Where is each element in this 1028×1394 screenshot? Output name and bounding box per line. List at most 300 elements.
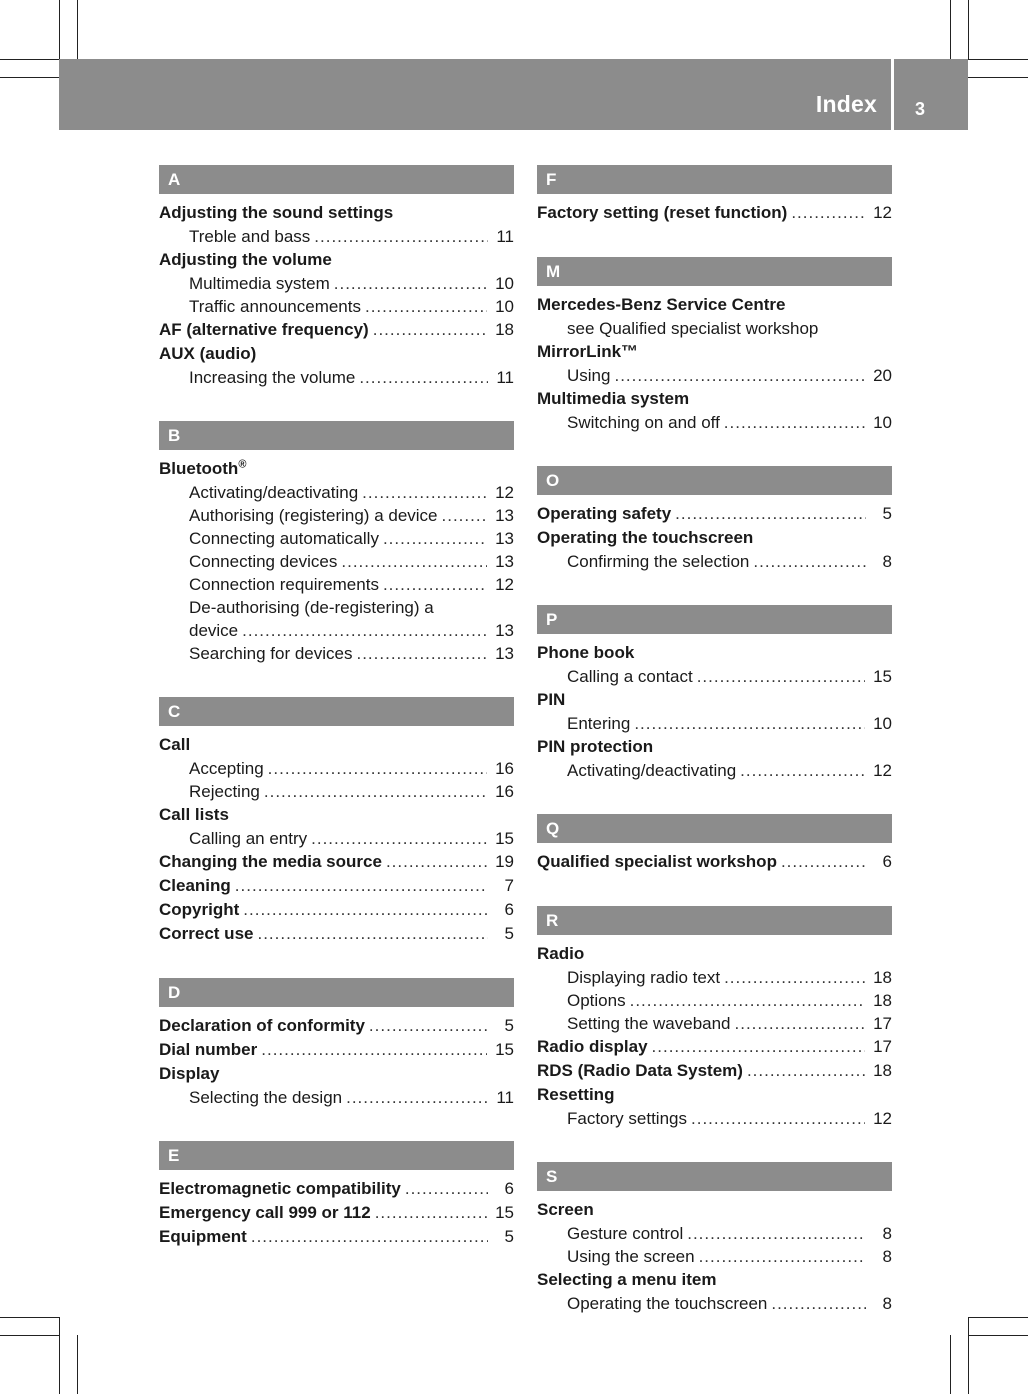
dot-leader bbox=[747, 1059, 865, 1083]
index-entry bbox=[159, 248, 514, 272]
index-subentry bbox=[159, 619, 514, 642]
index-subentry bbox=[159, 1086, 514, 1109]
index-subentry bbox=[159, 272, 514, 295]
entry-label bbox=[537, 735, 653, 759]
entry-label bbox=[537, 293, 786, 317]
entry-label bbox=[159, 318, 369, 342]
entry-label bbox=[159, 898, 239, 922]
entry-label bbox=[537, 688, 565, 712]
index-subentry bbox=[537, 411, 892, 434]
page-reference: 6 bbox=[504, 900, 514, 919]
index-column-left bbox=[159, 165, 514, 1281]
page-reference: 19 bbox=[495, 852, 514, 871]
page-reference: 5 bbox=[882, 504, 892, 523]
index-entry bbox=[537, 502, 892, 526]
entry-label bbox=[189, 481, 358, 504]
section-letter-heading: A bbox=[159, 165, 514, 194]
page-reference: 13 bbox=[495, 506, 514, 525]
dot-leader bbox=[791, 201, 865, 225]
index-subentry bbox=[159, 366, 514, 389]
index-subentry bbox=[537, 989, 892, 1012]
dot-leader bbox=[691, 1107, 865, 1130]
entry-text: AUX (audio) bbox=[159, 344, 257, 363]
entry-text: Dial number bbox=[159, 1040, 258, 1059]
index-entry bbox=[159, 874, 514, 898]
index-section bbox=[537, 165, 892, 225]
dot-leader bbox=[362, 481, 487, 504]
entry-text: Entering bbox=[567, 714, 631, 733]
index-entry bbox=[159, 1062, 514, 1086]
index-subentry bbox=[537, 966, 892, 989]
entry-text: Accepting bbox=[189, 759, 264, 778]
dot-leader bbox=[442, 504, 488, 527]
page-reference: 15 bbox=[495, 829, 514, 848]
page-reference: 12 bbox=[495, 483, 514, 502]
entry-text: see Qualified specialist workshop bbox=[567, 319, 819, 338]
entry-label bbox=[537, 387, 689, 411]
page-reference: 12 bbox=[495, 575, 514, 594]
index-entry bbox=[159, 850, 514, 874]
entry-label bbox=[567, 1245, 695, 1268]
entry-text: Factory settings bbox=[567, 1109, 687, 1128]
dot-leader bbox=[346, 1086, 488, 1109]
dot-leader bbox=[735, 1012, 866, 1035]
page-reference: 16 bbox=[495, 782, 514, 801]
dot-leader bbox=[268, 757, 487, 780]
dot-leader bbox=[235, 874, 488, 898]
entry-label bbox=[567, 1107, 687, 1130]
dot-leader bbox=[365, 295, 487, 318]
page-reference: 15 bbox=[495, 1040, 514, 1059]
page-reference: 10 bbox=[495, 274, 514, 293]
entry-text: Activating/deactivating bbox=[189, 483, 359, 502]
page-reference: 11 bbox=[496, 227, 514, 246]
entry-label bbox=[159, 457, 246, 481]
dot-leader bbox=[369, 1014, 488, 1038]
entry-text: De-authorising (de-registering) a bbox=[189, 598, 434, 617]
entry-text: Cleaning bbox=[159, 876, 231, 895]
entry-label bbox=[159, 1014, 365, 1038]
entry-label bbox=[537, 1035, 648, 1059]
entry-text: Operating safety bbox=[537, 504, 672, 523]
entry-text: Electromagnetic compatibility bbox=[159, 1179, 401, 1198]
index-subentry bbox=[159, 504, 514, 527]
entry-text: Connecting automatically bbox=[189, 529, 379, 548]
index-section bbox=[537, 257, 892, 434]
index-entry bbox=[159, 201, 514, 225]
index-subentry bbox=[537, 1107, 892, 1130]
dot-leader bbox=[383, 573, 487, 596]
section-letter-heading: R bbox=[537, 906, 892, 935]
entry-text: Radio display bbox=[537, 1037, 648, 1056]
entry-text: Displaying radio text bbox=[567, 968, 721, 987]
index-section bbox=[159, 421, 514, 665]
crop-mark bbox=[0, 59, 59, 60]
page-reference: 7 bbox=[504, 876, 514, 895]
section-letter-heading: E bbox=[159, 1141, 514, 1170]
entry-text: Adjusting the sound settings bbox=[159, 203, 394, 222]
page-reference: 5 bbox=[504, 1227, 514, 1246]
index-section bbox=[537, 466, 892, 573]
page-reference: 13 bbox=[495, 644, 514, 663]
section-letter-heading: F bbox=[537, 165, 892, 194]
entry-text: Switching on and off bbox=[567, 413, 720, 432]
entry-label bbox=[159, 342, 256, 366]
index-entry bbox=[537, 387, 892, 411]
page-reference: 18 bbox=[873, 968, 892, 987]
page-reference: 8 bbox=[882, 1294, 892, 1313]
page-reference: 10 bbox=[495, 297, 514, 316]
entry-text: Using the screen bbox=[567, 1247, 695, 1266]
dot-leader bbox=[630, 989, 865, 1012]
entry-label bbox=[537, 502, 671, 526]
entry-text: Confirming the selection bbox=[567, 552, 750, 571]
index-subentry bbox=[537, 1292, 892, 1315]
index-subentry bbox=[537, 1245, 892, 1268]
index-entry bbox=[537, 850, 892, 874]
index-entry bbox=[537, 340, 892, 364]
dot-leader bbox=[781, 850, 866, 874]
index-section bbox=[159, 978, 514, 1109]
crop-mark bbox=[77, 0, 78, 59]
crop-mark bbox=[0, 1335, 59, 1336]
dot-leader bbox=[724, 411, 865, 434]
section-letter-heading: D bbox=[159, 978, 514, 1007]
entry-text: device bbox=[189, 621, 239, 640]
index-section bbox=[159, 1141, 514, 1249]
page-number: 3 bbox=[915, 99, 926, 119]
entry-text: Selecting the design bbox=[189, 1088, 343, 1107]
index-entry bbox=[159, 1225, 514, 1249]
page-reference: 15 bbox=[873, 667, 892, 686]
index-subentry bbox=[159, 527, 514, 550]
entry-label bbox=[537, 526, 753, 550]
entry-text: MirrorLink™ bbox=[537, 342, 639, 361]
crop-mark bbox=[968, 59, 1028, 60]
registered-mark: ® bbox=[238, 458, 247, 471]
entry-text: Emergency call 999 or 112 bbox=[159, 1203, 371, 1222]
dot-leader bbox=[356, 642, 487, 665]
index-section bbox=[159, 697, 514, 946]
entry-label bbox=[567, 1222, 683, 1245]
page-reference: 13 bbox=[495, 621, 514, 640]
section-letter-heading: M bbox=[537, 257, 892, 286]
entry-text: Connecting devices bbox=[189, 552, 338, 571]
index-subentry bbox=[537, 759, 892, 782]
entry-text: Increasing the volume bbox=[189, 368, 356, 387]
crop-mark bbox=[0, 77, 59, 78]
entry-text: Factory setting (reset function) bbox=[537, 203, 788, 222]
entry-text: Screen bbox=[537, 1200, 594, 1219]
entry-label bbox=[567, 317, 818, 340]
entry-text: Changing the media source bbox=[159, 852, 382, 871]
entry-label bbox=[189, 225, 310, 248]
entry-text: Selecting a menu item bbox=[537, 1270, 717, 1289]
index-subentry bbox=[537, 317, 892, 340]
dot-leader bbox=[405, 1177, 488, 1201]
dot-leader bbox=[771, 1292, 866, 1315]
entry-text: PIN bbox=[537, 690, 566, 709]
index-section bbox=[537, 605, 892, 782]
index-entry bbox=[537, 1083, 892, 1107]
index-entry bbox=[159, 803, 514, 827]
entry-label bbox=[159, 1177, 401, 1201]
entry-text: Equipment bbox=[159, 1227, 247, 1246]
entry-label bbox=[189, 527, 379, 550]
entry-text: AF (alternative frequency) bbox=[159, 320, 369, 339]
entry-label bbox=[189, 619, 238, 642]
page-header bbox=[59, 59, 891, 130]
index-entry bbox=[537, 1198, 892, 1222]
page-reference: 12 bbox=[873, 203, 892, 222]
index-entry bbox=[537, 293, 892, 317]
index-section bbox=[537, 1162, 892, 1315]
index-entry bbox=[537, 1268, 892, 1292]
page-reference: 18 bbox=[873, 1061, 892, 1080]
entry-label bbox=[189, 596, 434, 619]
index-entry bbox=[537, 641, 892, 665]
entry-text: Correct use bbox=[159, 924, 254, 943]
crop-mark bbox=[950, 1335, 951, 1394]
entry-text: Multimedia system bbox=[189, 274, 330, 293]
entry-label bbox=[537, 641, 634, 665]
dot-leader bbox=[614, 364, 865, 387]
crop-mark bbox=[968, 77, 1028, 78]
entry-label bbox=[189, 366, 355, 389]
dot-leader bbox=[311, 827, 487, 850]
section-letter-heading: Q bbox=[537, 814, 892, 843]
entry-text: Display bbox=[159, 1064, 220, 1083]
index-subentry bbox=[159, 642, 514, 665]
entry-label bbox=[567, 759, 736, 782]
page-number-tab bbox=[894, 59, 968, 130]
index-subentry bbox=[537, 550, 892, 573]
section-letter-heading: P bbox=[537, 605, 892, 634]
dot-leader bbox=[257, 922, 488, 946]
entry-label bbox=[189, 1086, 342, 1109]
entry-label bbox=[537, 1083, 614, 1107]
crop-mark bbox=[950, 0, 951, 59]
entry-text: Bluetooth bbox=[159, 459, 239, 478]
entry-label bbox=[567, 1012, 731, 1035]
entry-label bbox=[159, 922, 253, 946]
entry-label bbox=[537, 942, 584, 966]
dot-leader bbox=[261, 1038, 487, 1062]
entry-label bbox=[537, 1059, 743, 1083]
dot-leader bbox=[753, 550, 866, 573]
entry-label bbox=[159, 248, 332, 272]
index-section bbox=[537, 814, 892, 874]
index-entry bbox=[159, 318, 514, 342]
entry-text: PIN protection bbox=[537, 737, 654, 756]
crop-mark bbox=[59, 0, 60, 59]
index-subentry bbox=[159, 757, 514, 780]
page-reference: 16 bbox=[495, 759, 514, 778]
entry-label bbox=[159, 1225, 247, 1249]
entry-text: Rejecting bbox=[189, 782, 260, 801]
entry-label bbox=[189, 642, 352, 665]
section-letter-heading: O bbox=[537, 466, 892, 495]
dot-leader bbox=[251, 1225, 488, 1249]
entry-text: Declaration of conformity bbox=[159, 1016, 365, 1035]
entry-label bbox=[159, 874, 231, 898]
crop-mark bbox=[968, 1335, 1028, 1336]
entry-text: Connection requirements bbox=[189, 575, 379, 594]
crop-mark bbox=[968, 1317, 969, 1394]
entry-label bbox=[567, 411, 720, 434]
entry-label bbox=[159, 850, 382, 874]
entry-label bbox=[567, 966, 720, 989]
dot-leader bbox=[699, 1245, 866, 1268]
entry-text: Operating the touchscreen bbox=[537, 528, 754, 547]
dot-leader bbox=[242, 619, 487, 642]
dot-leader bbox=[697, 665, 865, 688]
entry-text: Options bbox=[567, 991, 626, 1010]
dot-leader bbox=[634, 712, 865, 735]
entry-label bbox=[159, 1201, 371, 1225]
index-entry bbox=[159, 1177, 514, 1201]
crop-mark bbox=[77, 1335, 78, 1394]
page-reference: 5 bbox=[504, 924, 514, 943]
dot-leader bbox=[687, 1222, 866, 1245]
entry-label bbox=[567, 665, 693, 688]
entry-text: Copyright bbox=[159, 900, 240, 919]
entry-text: Calling an entry bbox=[189, 829, 308, 848]
entry-text: Phone book bbox=[537, 643, 635, 662]
entry-label bbox=[537, 850, 777, 874]
entry-text: Resetting bbox=[537, 1085, 615, 1104]
entry-text: Activating/deactivating bbox=[567, 761, 737, 780]
entry-text: Traffic announcements bbox=[189, 297, 361, 316]
entry-text: Authorising (registering) a device bbox=[189, 506, 438, 525]
dot-leader bbox=[652, 1035, 866, 1059]
index-section bbox=[159, 165, 514, 389]
index-column-right bbox=[537, 165, 892, 1347]
entry-label bbox=[537, 340, 638, 364]
entry-label bbox=[159, 1038, 257, 1062]
index-entry bbox=[159, 733, 514, 757]
entry-label bbox=[567, 364, 610, 387]
entry-label bbox=[567, 1292, 767, 1315]
page-reference: 13 bbox=[495, 529, 514, 548]
page-reference: 13 bbox=[495, 552, 514, 571]
entry-text: Gesture control bbox=[567, 1224, 684, 1243]
index-entry bbox=[537, 1035, 892, 1059]
entry-text: Multimedia system bbox=[537, 389, 690, 408]
entry-text: Qualified specialist workshop bbox=[537, 852, 777, 871]
dot-leader bbox=[373, 318, 487, 342]
page-reference: 18 bbox=[495, 320, 514, 339]
index-subentry bbox=[537, 712, 892, 735]
entry-text: Treble and bass bbox=[189, 227, 311, 246]
entry-label bbox=[159, 201, 393, 225]
entry-text: Mercedes-Benz Service Centre bbox=[537, 295, 786, 314]
crop-mark bbox=[968, 1317, 1028, 1318]
index-entry bbox=[159, 457, 514, 481]
page-reference: 10 bbox=[873, 413, 892, 432]
entry-label bbox=[189, 295, 361, 318]
page-reference: 12 bbox=[873, 761, 892, 780]
entry-text: Operating the touchscreen bbox=[567, 1294, 768, 1313]
entry-label bbox=[537, 1268, 717, 1292]
page-reference: 10 bbox=[873, 714, 892, 733]
dot-leader bbox=[341, 550, 487, 573]
index-entry bbox=[159, 1201, 514, 1225]
page-title: Index bbox=[815, 91, 877, 117]
index-section bbox=[537, 906, 892, 1130]
entry-label bbox=[537, 201, 787, 225]
entry-text: Using bbox=[567, 366, 611, 385]
page-reference: 6 bbox=[882, 852, 892, 871]
entry-text: Setting the waveband bbox=[567, 1014, 731, 1033]
index-entry bbox=[159, 1014, 514, 1038]
page-reference: 8 bbox=[882, 1247, 892, 1266]
page-reference: 8 bbox=[882, 552, 892, 571]
entry-text: Adjusting the volume bbox=[159, 250, 332, 269]
dot-leader bbox=[383, 527, 487, 550]
dot-leader bbox=[334, 272, 487, 295]
entry-label bbox=[189, 757, 264, 780]
entry-text: Call lists bbox=[159, 805, 229, 824]
dot-leader bbox=[264, 780, 487, 803]
index-subentry bbox=[159, 295, 514, 318]
crop-mark bbox=[968, 0, 969, 59]
dot-leader bbox=[740, 759, 865, 782]
index-subentry bbox=[537, 1012, 892, 1035]
entry-label bbox=[189, 504, 438, 527]
entry-text: Radio bbox=[537, 944, 585, 963]
section-letter-heading: S bbox=[537, 1162, 892, 1191]
dot-leader bbox=[243, 898, 488, 922]
index-entry bbox=[159, 898, 514, 922]
crop-mark bbox=[59, 1317, 60, 1394]
entry-label bbox=[189, 550, 337, 573]
page-reference: 15 bbox=[495, 1203, 514, 1222]
entry-label bbox=[159, 733, 190, 757]
dot-leader bbox=[314, 225, 488, 248]
entry-label bbox=[567, 550, 749, 573]
index-subentry bbox=[537, 364, 892, 387]
page-reference: 17 bbox=[873, 1037, 892, 1056]
index-entry bbox=[537, 735, 892, 759]
entry-label bbox=[189, 827, 307, 850]
page-reference: 11 bbox=[496, 368, 514, 387]
index-subentry bbox=[159, 481, 514, 504]
page-reference: 5 bbox=[504, 1016, 514, 1035]
index-subentry bbox=[159, 225, 514, 248]
entry-label bbox=[567, 712, 630, 735]
index-subentry bbox=[159, 596, 514, 619]
entry-label bbox=[537, 1198, 594, 1222]
index-entry bbox=[537, 688, 892, 712]
index-entry bbox=[159, 1038, 514, 1062]
entry-label bbox=[189, 573, 379, 596]
entry-label bbox=[159, 1062, 219, 1086]
page-reference: 12 bbox=[873, 1109, 892, 1128]
section-letter-heading: B bbox=[159, 421, 514, 450]
index-subentry bbox=[537, 1222, 892, 1245]
index-subentry bbox=[159, 827, 514, 850]
index-entry bbox=[537, 942, 892, 966]
page-reference: 20 bbox=[873, 366, 892, 385]
entry-label bbox=[159, 803, 229, 827]
dot-leader bbox=[375, 1201, 487, 1225]
page-reference: 6 bbox=[504, 1179, 514, 1198]
crop-mark bbox=[0, 1317, 59, 1318]
entry-label bbox=[189, 272, 330, 295]
index-subentry bbox=[537, 665, 892, 688]
index-entry bbox=[537, 1059, 892, 1083]
